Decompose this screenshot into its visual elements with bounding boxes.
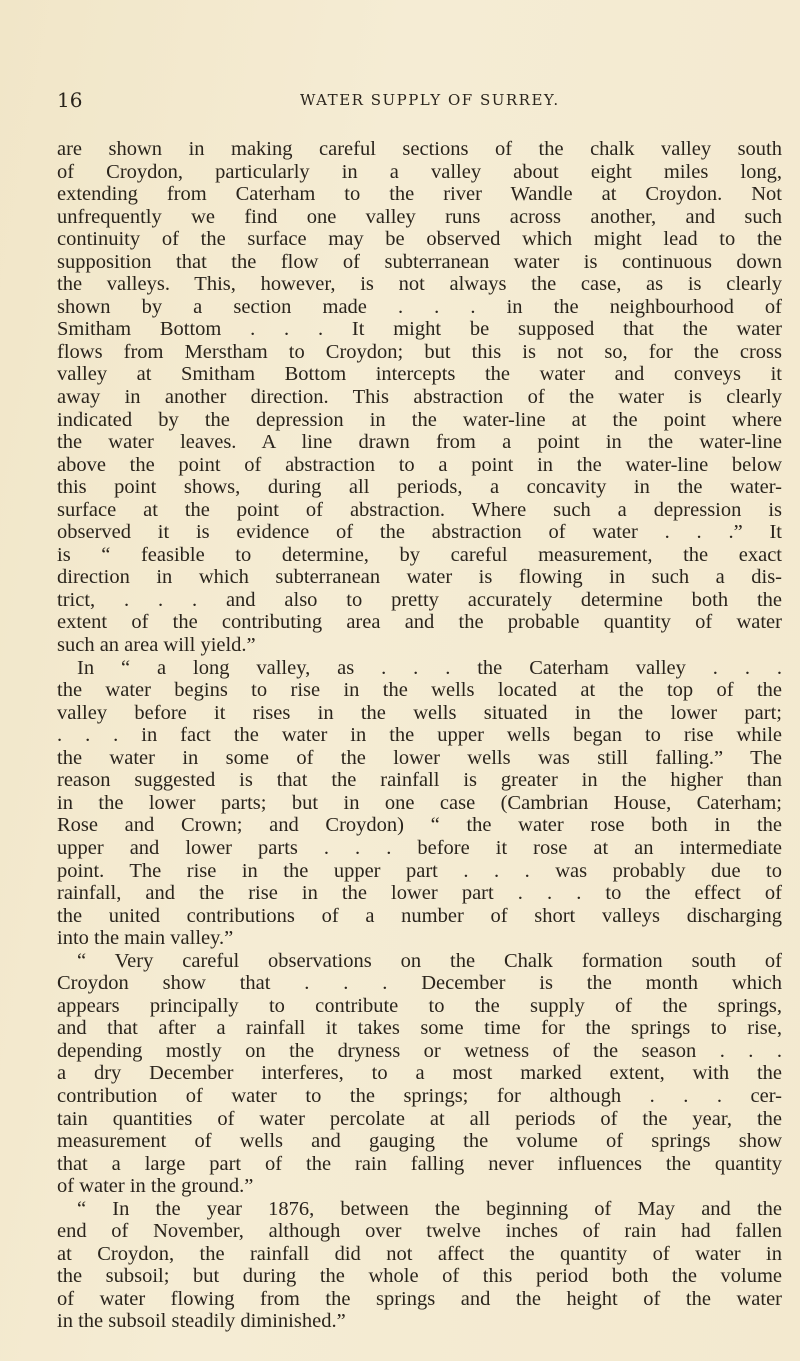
text-line: and that after a rainfall it takes some time for the springs to rise,: [57, 1017, 782, 1040]
text-line: continuity of the surface may be observed which might lead to the: [57, 228, 782, 251]
text-line: a dry December interferes, to a most marked extent, with the: [57, 1062, 782, 1085]
text-line: indicated by the depression in the water-line at the point where: [57, 408, 782, 431]
text-line: “ Very careful observations on the Chalk formation south of: [77, 949, 782, 972]
text-line: the subsoil; but during the whole of this period both the volume: [57, 1265, 782, 1288]
text-line: supposition that the flow of subterranean water is continuous down: [57, 250, 782, 273]
paragraph: [57, 138, 782, 657]
text-line: valley at Smitham Bottom intercepts the water and conveys it: [57, 363, 782, 386]
text-line: observed it is evidence of the abstraction of water . . .” It: [57, 521, 782, 544]
text-line: upper and lower parts . . . before it rose at an intermediate: [57, 836, 782, 859]
text-line: of Croydon, particularly in a valley about eight miles long,: [57, 160, 782, 183]
paragraph: [57, 950, 782, 1198]
text-line: the water begins to rise in the wells located at the top of the: [57, 679, 782, 702]
text-line: into the main valley.”: [57, 927, 234, 950]
text-line: tain quantities of water percolate at all periods of the year, the: [57, 1107, 782, 1130]
text-line: appears principally to contribute to the supply of the springs,: [57, 994, 782, 1017]
text-line: of water flowing from the springs and the height of the water: [57, 1287, 782, 1310]
text-line: away in another direction. This abstraction of the water is clearly: [57, 386, 782, 409]
text-line: measurement of wells and gauging the volume of springs show: [57, 1130, 782, 1153]
text-line: Croydon show that . . . December is the month which: [57, 972, 782, 995]
text-line: shown by a section made . . . in the neighbourhood of: [57, 295, 782, 318]
text-line: surface at the point of abstraction. Where such a depression is: [57, 498, 782, 521]
text-line: contribution of water to the springs; for although . . . cer-: [57, 1084, 782, 1107]
running-head: WATER SUPPLY OF SURREY.: [300, 91, 560, 109]
text-line: Rose and Crown; and Croydon) “ the water rose both in the: [57, 814, 782, 837]
text-line: of water in the ground.”: [57, 1175, 254, 1198]
text-line: extending from Caterham to the river Wandle at Croydon. Not: [57, 183, 782, 206]
text-line: extent of the contributing area and the probable quantity of water: [57, 611, 782, 634]
text-line: this point shows, during all periods, a concavity in the water-: [57, 476, 782, 499]
text-line: . . . in fact the water in the upper wells began to rise while: [57, 724, 782, 747]
text-line: that a large part of the rain falling never influences the quantity: [57, 1152, 782, 1175]
body-text: [57, 138, 782, 1333]
text-line: the water in some of the lower wells was still falling.” The: [57, 746, 782, 769]
text-line: unfrequently we find one valley runs across another, and such: [57, 205, 782, 228]
text-line: trict, . . . and also to pretty accurately determine both the: [57, 588, 782, 611]
text-line: are shown in making careful sections of the chalk valley south: [57, 138, 782, 160]
text-line: in the subsoil steadily diminished.”: [57, 1310, 346, 1333]
text-line: above the point of abstraction to a point in the water-line below: [57, 453, 782, 476]
text-line: such an area will yield.”: [57, 634, 256, 657]
text-line: the valleys. This, however, is not always the case, as is clearly: [57, 273, 782, 296]
text-line: in the lower parts; but in one case (Cambrian House, Caterham;: [57, 791, 782, 814]
text-line: rainfall, and the rise in the lower part . . . to the effect of: [57, 882, 782, 905]
paragraph: [57, 1198, 782, 1333]
text-line: the water leaves. A line drawn from a point in the water-line: [57, 431, 782, 454]
text-line: valley before it rises in the wells situated in the lower part;: [57, 701, 782, 724]
text-line: depending mostly on the dryness or wetness of the season . . .: [57, 1039, 782, 1062]
text-line: Smitham Bottom . . . It might be supposed that the water: [57, 318, 782, 341]
page-number: 16: [57, 88, 83, 112]
text-line: at Croydon, the rainfall did not affect the quantity of water in: [57, 1242, 782, 1265]
text-line: point. The rise in the upper part . . . was probably due to: [57, 859, 782, 882]
text-line: end of November, although over twelve inches of rain had fallen: [57, 1220, 782, 1243]
text-line: In “ a long valley, as . . . the Caterham valley . . .: [77, 656, 782, 679]
text-line: is “ feasible to determine, by careful measurement, the exact: [57, 543, 782, 566]
paragraph: [57, 657, 782, 950]
text-line: flows from Merstham to Croydon; but this is not so, for the cross: [57, 340, 782, 363]
text-line: the united contributions of a number of short valleys discharging: [57, 904, 782, 927]
text-line: reason suggested is that the rainfall is greater in the higher than: [57, 769, 782, 792]
text-line: “ In the year 1876, between the beginning of May and the: [77, 1197, 782, 1220]
text-line: direction in which subterranean water is flowing in such a dis-: [57, 566, 782, 589]
